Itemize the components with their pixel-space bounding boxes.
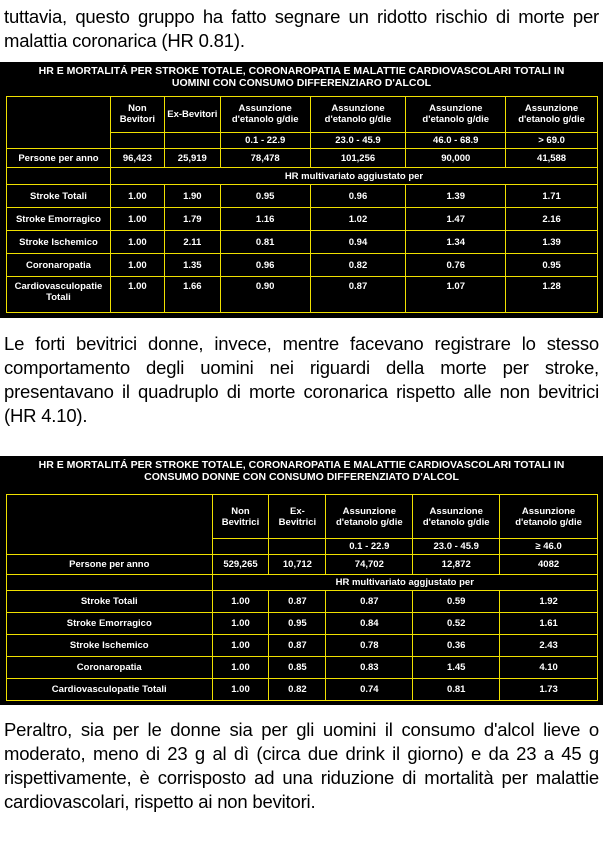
women-row-label: Stroke Totali <box>7 591 213 613</box>
paragraph-intro-text: tuttavia, questo gruppo ha fatto segnare un ridotto rischio di morte per malattia coronarica (HR 0.81). <box>4 6 599 51</box>
women-mortality-table <box>0 456 603 705</box>
men-value-cell: 1.39 <box>406 185 506 208</box>
women-value-cell: 0.84 <box>326 613 413 635</box>
women-row-label: Cardiovasculopatie Totali <box>7 679 213 701</box>
paragraph-conclusion-text: Peraltro, sia per le donne sia per gli uomini il consumo d'alcol lieve o moderato, meno di 23 g al dì (circa due drink il giorno) e da 23 a 45 g rispettivamente, è corrisposto ad una riduzione di mortalità per malattie cardiovascolari, rispetto ai non bevitori. <box>4 719 599 812</box>
men-value-cell: 2.11 <box>164 231 220 254</box>
men-value-cell: 0.96 <box>220 254 310 277</box>
women-value-cell: 0.81 <box>413 679 500 701</box>
women-row-label: Stroke Ischemico <box>7 635 213 657</box>
men-header-cell: Assunzione d'etanolo g/die <box>220 97 310 133</box>
men-header-cell: Ex-Bevitori <box>164 97 220 133</box>
men-subheader: HR multivariato aggiustato per <box>110 168 597 185</box>
men-corner-cell <box>7 97 111 149</box>
men-value-cell: 1.02 <box>310 208 406 231</box>
women-range-cell: ≥ 46.0 <box>500 539 598 555</box>
men-row-label: Stroke Emorragico <box>7 208 111 231</box>
men-value-cell: 0.81 <box>220 231 310 254</box>
men-value-cell: 0.76 <box>406 254 506 277</box>
women-value-cell: 1.00 <box>212 657 269 679</box>
women-table-title-line1: HR E MORTALITÁ PER STROKE TOTALE, CORONAROPATIA E MALATTIE CARDIOVASCOLARI TOTALI IN <box>38 459 565 471</box>
men-range-cell: > 69.0 <box>506 132 598 149</box>
men-row-label: Cardiovasculopatie Totali <box>7 277 111 313</box>
women-value-cell: 1.61 <box>500 613 598 635</box>
men-empty-cell <box>164 132 220 149</box>
women-value-cell: 0.87 <box>326 591 413 613</box>
women-value-cell: 0.83 <box>326 657 413 679</box>
men-header-cell: Assunzione d'etanolo g/die <box>310 97 406 133</box>
men-table-title <box>0 62 603 89</box>
women-value-cell: 1.92 <box>500 591 598 613</box>
women-persons-cell: 12,872 <box>413 555 500 575</box>
women-empty-cell <box>212 539 269 555</box>
men-header-cell: Assunzione d'etanolo g/die <box>506 97 598 133</box>
men-value-cell: 1.00 <box>110 185 164 208</box>
men-empty-cell <box>110 132 164 149</box>
women-value-cell: 4.10 <box>500 657 598 679</box>
women-value-cell: 0.95 <box>269 613 326 635</box>
women-value-cell: 2.43 <box>500 635 598 657</box>
women-persons-cell: 529,265 <box>212 555 269 575</box>
women-value-cell: 0.78 <box>326 635 413 657</box>
men-value-cell: 1.34 <box>406 231 506 254</box>
men-header-cell: Non Bevitori <box>110 97 164 133</box>
women-value-cell: 1.00 <box>212 591 269 613</box>
men-value-cell: 1.28 <box>506 277 598 313</box>
men-value-cell: 1.16 <box>220 208 310 231</box>
women-persons-label: Persone per anno <box>7 555 213 575</box>
men-value-cell: 0.96 <box>310 185 406 208</box>
women-range-cell: 0.1 - 22.9 <box>326 539 413 555</box>
men-value-cell: 1.35 <box>164 254 220 277</box>
women-header-cell: Assunzione d'etanolo g/die <box>326 495 413 539</box>
women-table-title <box>0 456 603 483</box>
men-table-grid <box>6 96 598 313</box>
paragraph-women <box>4 332 599 428</box>
men-empty-cell <box>7 168 111 185</box>
women-range-cell: 23.0 - 45.9 <box>413 539 500 555</box>
men-value-cell: 0.95 <box>506 254 598 277</box>
women-empty-cell <box>269 539 326 555</box>
women-value-cell: 0.85 <box>269 657 326 679</box>
men-persons-cell: 101,256 <box>310 149 406 168</box>
women-value-cell: 0.36 <box>413 635 500 657</box>
men-table-title-line2: UOMINI CON CONSUMO DIFFERENZIARO D'ALCOL <box>171 77 432 89</box>
men-range-cell: 23.0 - 45.9 <box>310 132 406 149</box>
men-value-cell: 1.90 <box>164 185 220 208</box>
men-value-cell: 1.07 <box>406 277 506 313</box>
women-corner-cell <box>7 495 213 555</box>
women-row-label: Coronaropatia <box>7 657 213 679</box>
women-empty-cell <box>7 575 213 591</box>
men-value-cell: 1.71 <box>506 185 598 208</box>
women-value-cell: 0.87 <box>269 635 326 657</box>
men-value-cell: 1.39 <box>506 231 598 254</box>
women-value-cell: 0.74 <box>326 679 413 701</box>
women-header-cell: Non Bevitrici <box>212 495 269 539</box>
men-value-cell: 1.00 <box>110 277 164 313</box>
women-value-cell: 1.45 <box>413 657 500 679</box>
women-value-cell: 1.73 <box>500 679 598 701</box>
women-value-cell: 1.00 <box>212 613 269 635</box>
men-value-cell: 2.16 <box>506 208 598 231</box>
women-header-cell: Assunzione d'etanolo g/die <box>500 495 598 539</box>
men-row-label: Stroke Totali <box>7 185 111 208</box>
men-row-label: Coronaropatia <box>7 254 111 277</box>
women-header-cell: Assunzione d'etanolo g/die <box>413 495 500 539</box>
women-persons-cell: 10,712 <box>269 555 326 575</box>
women-row-label: Stroke Emorragico <box>7 613 213 635</box>
women-table-title-line2: CONSUMO DONNE CON CONSUMO DIFFERENZIATO D'ALCOL <box>144 471 459 483</box>
men-value-cell: 0.90 <box>220 277 310 313</box>
men-persons-cell: 96,423 <box>110 149 164 168</box>
men-value-cell: 0.94 <box>310 231 406 254</box>
women-table-grid <box>6 494 598 701</box>
men-value-cell: 1.66 <box>164 277 220 313</box>
women-value-cell: 0.82 <box>269 679 326 701</box>
men-persons-label: Persone per anno <box>7 149 111 168</box>
men-value-cell: 0.87 <box>310 277 406 313</box>
men-header-cell: Assunzione d'etanolo g/die <box>406 97 506 133</box>
men-persons-cell: 78,478 <box>220 149 310 168</box>
women-subheader: HR multivariato aggjustato per <box>212 575 597 591</box>
paragraph-intro <box>4 5 599 53</box>
men-persons-cell: 25,919 <box>164 149 220 168</box>
men-value-cell: 0.95 <box>220 185 310 208</box>
women-persons-cell: 74,702 <box>326 555 413 575</box>
men-value-cell: 1.47 <box>406 208 506 231</box>
paragraph-women-text: Le forti bevitrici donne, invece, mentre facevano registrare lo stesso comportamento degli uomini nei riguardi della morte per stroke, presentavano il quadruplo di morte coronarica rispetto alle non bevitrici (HR 4.10). <box>4 333 599 426</box>
men-persons-cell: 90,000 <box>406 149 506 168</box>
women-persons-cell: 4082 <box>500 555 598 575</box>
men-mortality-table <box>0 62 603 318</box>
women-value-cell: 1.00 <box>212 679 269 701</box>
paragraph-conclusion <box>4 718 599 814</box>
men-value-cell: 1.00 <box>110 254 164 277</box>
men-value-cell: 1.00 <box>110 208 164 231</box>
men-value-cell: 1.00 <box>110 231 164 254</box>
women-value-cell: 0.59 <box>413 591 500 613</box>
women-header-cell: Ex-Bevitrici <box>269 495 326 539</box>
men-table-title-line1: HR E MORTALITÁ PER STROKE TOTALE, CORONAROPATIA E MALATTIE CARDIOVASCOLARI TOTALI IN <box>38 65 565 77</box>
men-persons-cell: 41,588 <box>506 149 598 168</box>
men-range-cell: 0.1 - 22.9 <box>220 132 310 149</box>
women-value-cell: 1.00 <box>212 635 269 657</box>
men-value-cell: 0.82 <box>310 254 406 277</box>
women-value-cell: 0.52 <box>413 613 500 635</box>
men-value-cell: 1.79 <box>164 208 220 231</box>
women-value-cell: 0.87 <box>269 591 326 613</box>
men-range-cell: 46.0 - 68.9 <box>406 132 506 149</box>
men-row-label: Stroke Ischemico <box>7 231 111 254</box>
